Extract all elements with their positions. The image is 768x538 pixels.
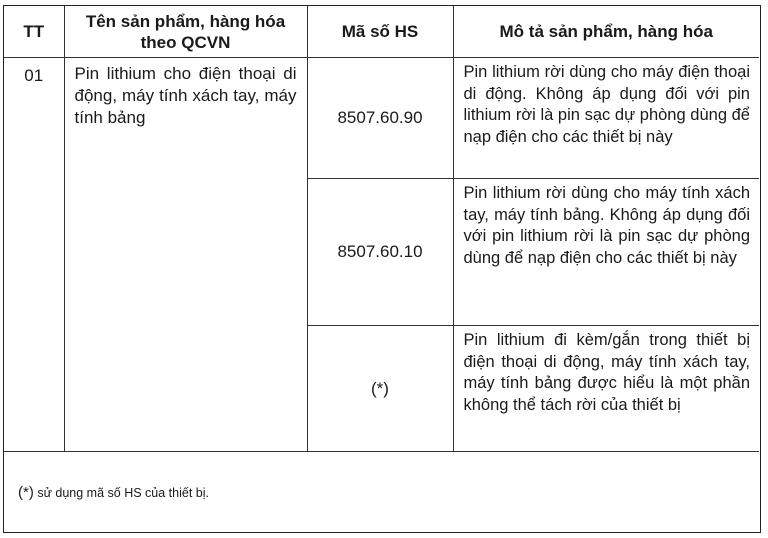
description-cell: Pin lithium rời dùng cho máy tính xách tay, máy tính bảng. Không áp dụng đối với pin lithium rời là pin sạc dự phòng dùng để nạp điện cho các thiết bị này [453, 179, 759, 326]
table-row [4, 58, 759, 179]
header-tt: TT [4, 6, 64, 58]
product-name-cell: Pin lithium cho điện thoại di động, máy tính xách tay, máy tính bảng [64, 58, 307, 452]
footnote-mark: (*) [18, 484, 34, 501]
header-description: Mô tả sản phẩm, hàng hóa [453, 6, 759, 58]
document-page [3, 5, 761, 533]
description-cell: Pin lithium rời dùng cho máy điện thoại di động. Không áp dụng đối với pin lithium rời là pin sạc dự phòng dùng để nạp điện cho các thiết bị này [453, 58, 759, 179]
hs-code-cell: 8507.60.90 [307, 58, 453, 179]
header-product-name: Tên sản phẩm, hàng hóa theo QCVN [64, 6, 307, 58]
header-hs-code: Mã số HS [307, 6, 453, 58]
footnote-text: sử dụng mã số HS của thiết bị. [37, 486, 209, 500]
table-header-row [4, 6, 759, 58]
row-number: 01 [4, 58, 64, 452]
hs-code-cell: (*) [307, 326, 453, 452]
description-cell: Pin lithium đi kèm/gắn trong thiết bị điện thoại di động, máy tính xách tay, máy tính bảng được hiểu là một phần không thể tách rời của thiết bị [453, 326, 759, 452]
hs-code-cell: 8507.60.10 [307, 179, 453, 326]
footnote [18, 484, 209, 501]
hs-code-table [4, 6, 759, 452]
